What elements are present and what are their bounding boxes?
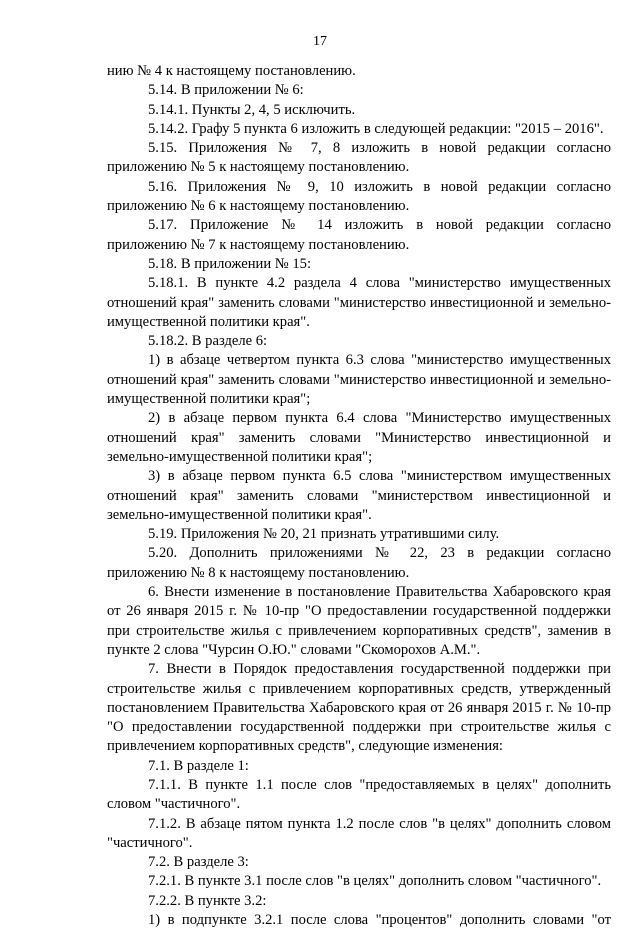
paragraph: 7.2. В разделе 3: <box>148 854 249 871</box>
paragraph: 2) в абзаце первом пункта 6.4 слова "Министерство имущественных отношений края" заменить словами "Министерство инвестиционной и земельно-имущественной политики края"; <box>107 410 611 465</box>
paragraph: 5.19. Приложения № 20, 21 признать утратившими силу. <box>148 526 500 543</box>
paragraph: 5.20. Дополнить приложениями № 22, 23 в редакции согласно приложению № 8 к настоящему постановлению. <box>107 545 611 581</box>
paragraph: 5.18.2. В разделе 6: <box>148 333 268 350</box>
paragraph: 7.2.2. В пункте 3.2: <box>148 892 267 909</box>
paragraph: 6. Внести изменение в постановление Правительства Хабаровского края от 26 января 2015 г. № 10-пр "О предоставлении государственной поддержки при строительстве жилья с привлечением корпоративных средств", заменив в пункте 2 слова "Чурсин О.Ю." словами "Скоморохов А.М.". <box>107 584 611 658</box>
paragraph: 5.14. В приложении № 6: <box>148 82 304 99</box>
paragraph: 3) в абзаце первом пункта 6.5 слова "министерством имущественных отношений края" заменить словами "министерством инвестиционной и земельно-имущественной политики края". <box>107 468 611 523</box>
paragraph: 5.16. Приложения № 9, 10 изложить в новой редакции согласно приложению № 6 к настоящему постановлению. <box>107 178 611 215</box>
paragraph: 5.18. В приложении № 15: <box>148 255 312 272</box>
paragraph: 5.15. Приложения № 7, 8 изложить в новой редакции согласно приложению № 5 к настоящему постановлению. <box>107 140 611 176</box>
paragraph: нию № 4 к настоящему постановлению. <box>107 63 356 79</box>
paragraph: 7.1.2. В абзаце пятом пункта 1.2 после слов "в целях" дополнить словом "частичного". <box>107 815 611 851</box>
paragraph: 1) в подпункте 3.2.1 после слова "процентов" дополнить словами "от <box>148 912 611 929</box>
paragraph: 7.1. В разделе 1: <box>148 757 249 774</box>
paragraph: 7.2.1. В пункте 3.1 после слов "в целях" дополнить словом "частичного". <box>148 873 602 890</box>
paragraph: 5.14.1. Пункты 2, 4, 5 исключить. <box>148 101 356 118</box>
paragraph: 5.14.2. Графу 5 пункта 6 изложить в следующей редакции: "2015 – 2016". <box>148 120 604 137</box>
document-body <box>107 62 611 930</box>
paragraph: 5.18.1. В пункте 4.2 раздела 4 слова "министерство имущественных отношений края" заменить словами "министерство инвестиционной и земельно-имущественной политики края". <box>107 275 611 330</box>
paragraph: 5.17. Приложение № 14 изложить в новой редакции согласно приложению № 7 к настоящему постановлению. <box>107 217 611 253</box>
page-number: 17 <box>313 34 327 49</box>
paragraph: 7. Внести в Порядок предоставления государственной поддержки при строительстве жилья с привлечением корпоративных средств, утвержденный постановлением Правительства Хабаровского края от 26 января 2015 г. № 10-пр "О предоставлении государственной поддержки при строительстве жилья с привлечением корпоративных средств", следующие изменения: <box>107 661 611 755</box>
paragraph: 7.1.1. В пункте 1.1 после слов "предоставляемых в целях" дополнить словом "частичного". <box>107 776 611 813</box>
paragraph: 1) в абзаце четвертом пункта 6.3 слова "министерство имущественных отношений края" заменить словами "министерство инвестиционной и земельно-имущественной политики края"; <box>107 352 611 408</box>
